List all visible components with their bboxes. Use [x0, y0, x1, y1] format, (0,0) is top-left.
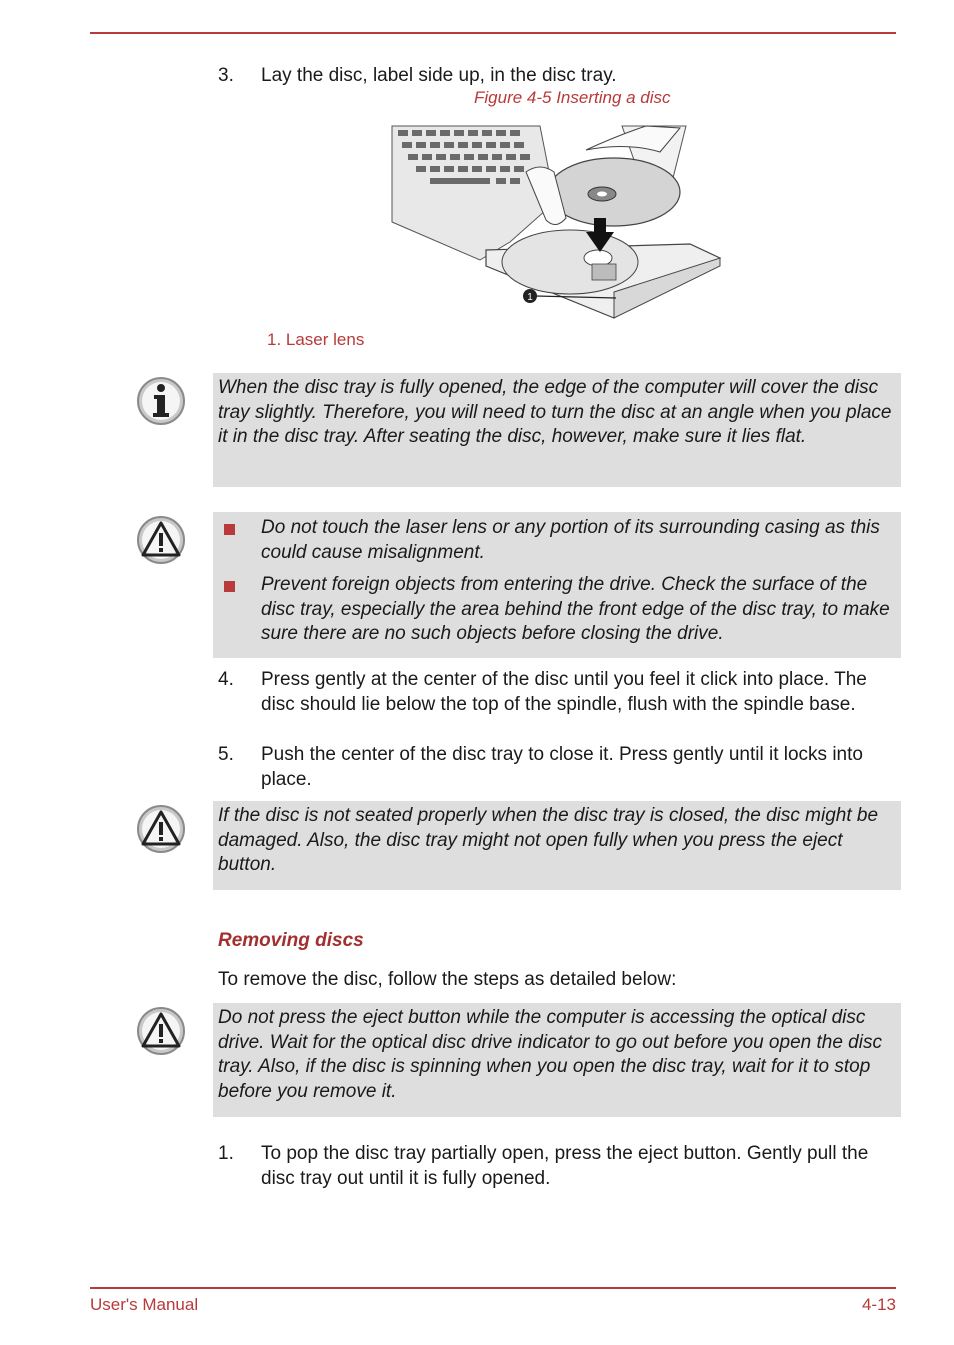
bullet-square-icon [224, 581, 235, 592]
footer-rule [90, 1287, 896, 1289]
caution-list [218, 516, 895, 647]
caution-icon [136, 515, 186, 565]
list-item: Prevent foreign objects from entering the drive. Check the surface of the disc tray, especially the area behind the front edge of the disc tray, to make sure there are no such objects before closing the drive. [218, 573, 895, 647]
caution-note-2 [213, 801, 901, 890]
step-text: To pop the disc tray partially open, press the eject button. Gently pull the disc tray out until it is fully opened. [261, 1143, 869, 1189]
step-5 [218, 742, 898, 792]
callout-number: 1 [527, 292, 533, 303]
list-item: Do not touch the laser lens or any portion of its surrounding casing as this could cause misalignment. [218, 516, 895, 565]
step-3 [218, 63, 898, 88]
step-number: 4. [218, 669, 234, 690]
info-note-text: When the disc tray is fully opened, the edge of the computer will cover the disc tray slightly. Therefore, you will need to turn the disc at an angle when you place it in the disc tray. After seating the disc, however, make sure it lies flat. [218, 377, 892, 447]
bullet-square-icon [224, 524, 235, 535]
step-text: Push the center of the disc tray to close it. Press gently until it locks into place. [261, 744, 863, 790]
figure-legend: 1. Laser lens [267, 330, 365, 349]
step-number: 1. [218, 1143, 234, 1164]
caution-note-text: Do not press the eject button while the computer is accessing the optical disc drive. Wait for the optical disc drive indicator to go out before you open the disc tray. Also, if the disc is spinning when you open the disc tray, wait for it to stop before you remove it. [218, 1007, 882, 1102]
info-icon [136, 376, 186, 426]
footer-title: User's Manual [90, 1295, 199, 1314]
caution-note-3 [213, 1003, 901, 1117]
caution-icon [136, 1006, 186, 1056]
section-heading: Removing discs [218, 930, 364, 951]
figure-caption: Figure 4-5 Inserting a disc [474, 88, 671, 107]
section-intro: To remove the disc, follow the steps as detailed below: [218, 969, 677, 990]
caution-note-1 [213, 512, 901, 658]
disc-insert-illustration [390, 122, 726, 322]
step-text: Lay the disc, label side up, in the disc tray. [261, 65, 617, 86]
step-1 [218, 1141, 898, 1191]
step-number: 3. [218, 65, 234, 86]
step-number: 5. [218, 744, 234, 765]
caution-note-text: If the disc is not seated properly when the disc tray is closed, the disc might be damaged. Also, the disc tray might not open fully when you press the eject button. [218, 805, 879, 875]
step-text: Press gently at the center of the disc until you feel it click into place. The disc should lie below the top of the spindle, flush with the spindle base. [261, 669, 867, 715]
step-4 [218, 667, 898, 717]
header-rule [90, 32, 896, 34]
info-note [213, 373, 901, 487]
page-number: 4-13 [861, 1295, 896, 1314]
caution-icon [136, 804, 186, 854]
